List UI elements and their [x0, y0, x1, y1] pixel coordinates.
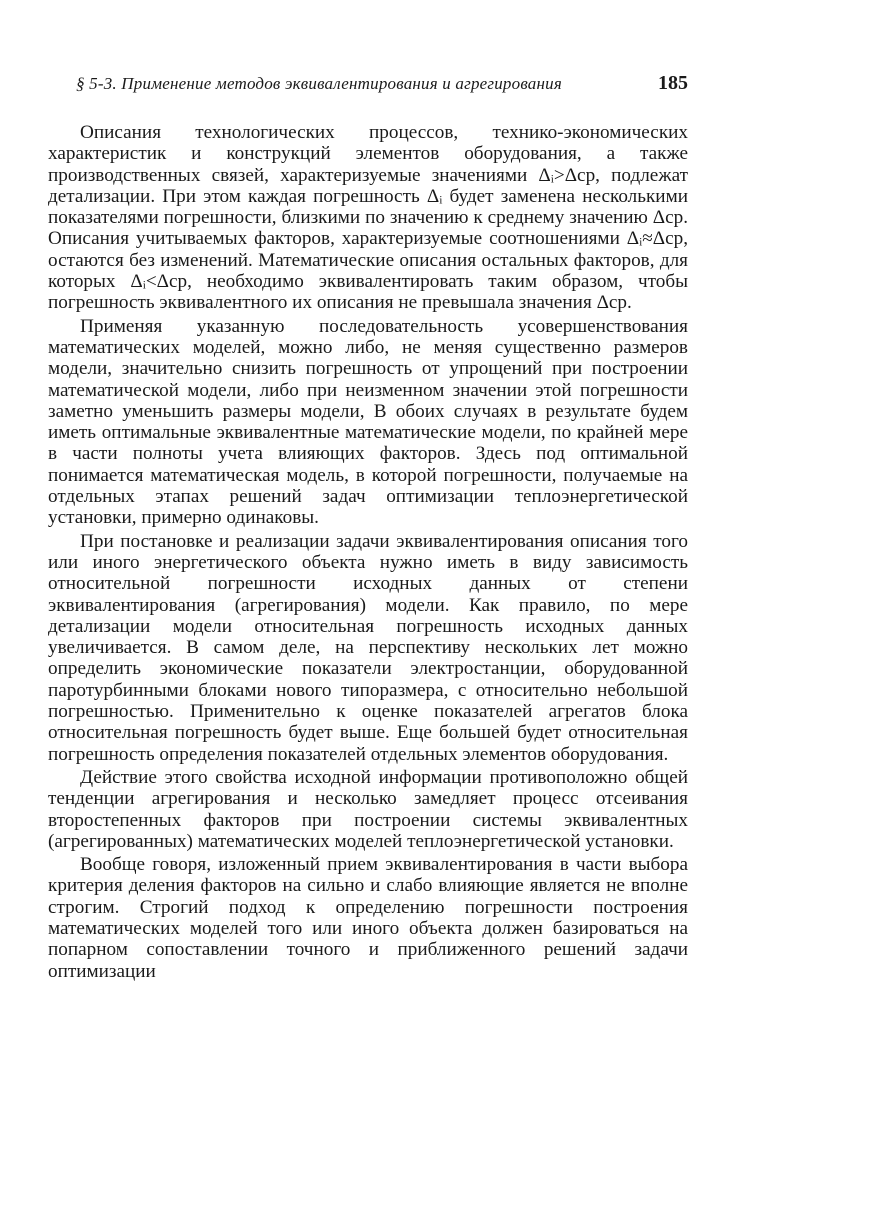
body-text: [48, 122, 688, 982]
running-title: § 5-3. Применение методов эквивалентирования и агрегирования: [76, 74, 562, 93]
paragraph-5: Вообще говоря, изложенный прием эквивалентирования в части выбора критерия деления факторов на сильно и слабо влияющие является не вполне строгим. Строгий подход к определению погрешности построения математических моделей того или иного объекта должен базироваться на попарном сопоставлении точного и приближенного решений задачи оптимизации: [48, 854, 688, 982]
paragraph-3: При постановке и реализации задачи эквивалентирования описания того или иного энергетического объекта нужно иметь в виду зависимость относительной погрешности исходных данных от степени эквивалентирования (агрегирования) модели. Как правило, по мере детализации модели относительная погрешность исходных данных увеличивается. В самом деле, на перспективу нескольких лет можно определить экономические показатели электростанции, оборудованной паротурбинными блоками нового типоразмера, с относительно небольшой погрешностью. Применительно к оценке показателей агрегатов блока относительная погрешность будет выше. Еще большей будет относительная погрешность определения показателей отдельных элементов оборудования.: [48, 530, 688, 765]
page-number: 185: [658, 72, 688, 94]
running-head: [48, 72, 688, 108]
paragraph-4: Действие этого свойства исходной информации противоположно общей тенденции агрегирования и несколько замедляет процесс отсеивания второстепенных факторов при построении системы эквивалентных (агрегированных) математических моделей теплоэнергетической установки.: [48, 766, 688, 852]
paragraph-1: Описания технологических процессов, технико-экономических характеристик и конструкций элементов оборудования, а также производственных связей, характеризуемые значениями Δᵢ>Δср, подлежат детализации. При этом каждая погрешность Δᵢ будет заменена несколькими показателями погрешности, близкими по значению к среднему значению Δср. Описания учитываемых факторов, характеризуемые соотношениями Δᵢ≈Δср, остаются без изменений. Математические описания остальных факторов, для которых Δᵢ<Δср, необходимо эквивалентировать таким образом, чтобы погрешность эквивалентного их описания не превышала значения Δср.: [48, 122, 688, 314]
paragraph-2: Применяя указанную последовательность усовершенствования математических моделей, можно либо, не меняя существенно размеров модели, значительно снизить погрешность от упрощений при построении математической модели, либо при неизменном значении этой погрешности заметно уменьшить размеры модели, В обоих случаях в результате будем иметь оптимальные эквивалентные математические модели, по крайней мере в части полноты учета влияющих факторов. Здесь под оптимальной понимается математическая модель, в которой погрешности, получаемые на отдельных этапах решений задач оптимизации теплоэнергетической установки, примерно одинаковы.: [48, 315, 688, 529]
book-page: [48, 72, 688, 982]
